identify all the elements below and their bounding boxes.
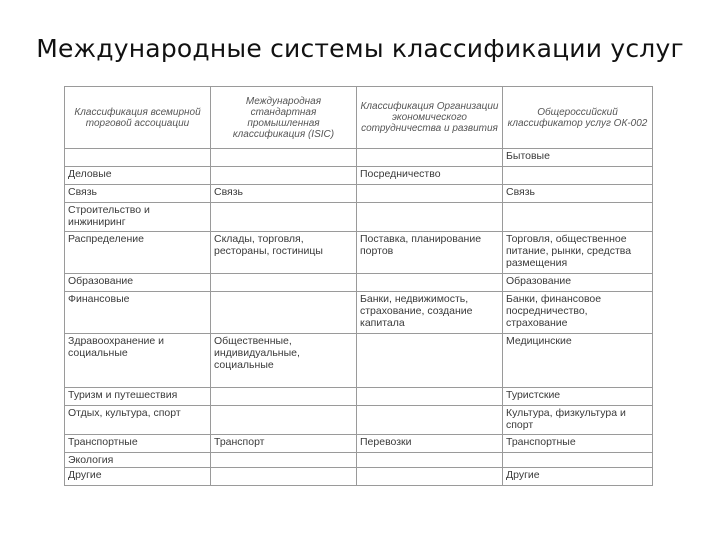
table-cell bbox=[357, 334, 503, 388]
table-cell: Другие bbox=[65, 468, 211, 486]
table-cell bbox=[211, 468, 357, 486]
table-cell: Связь bbox=[211, 185, 357, 203]
table-row bbox=[65, 185, 653, 203]
table-cell bbox=[211, 388, 357, 406]
table-row bbox=[65, 232, 653, 274]
table-row bbox=[65, 453, 653, 468]
column-header-oecd: Классификация Организации экономического сотрудничества и развития bbox=[357, 87, 503, 149]
table-cell bbox=[357, 468, 503, 486]
table-cell bbox=[357, 453, 503, 468]
table-cell: Транспортные bbox=[503, 435, 653, 453]
table-row bbox=[65, 468, 653, 486]
table-cell bbox=[357, 406, 503, 435]
table-cell: Отдых, культура, спорт bbox=[65, 406, 211, 435]
slide-title: Международные системы классификации услуг bbox=[36, 34, 684, 63]
table-cell: Бытовые bbox=[503, 149, 653, 167]
table-row bbox=[65, 203, 653, 232]
table-cell: Поставка, планирование портов bbox=[357, 232, 503, 274]
table-cell: Деловые bbox=[65, 167, 211, 185]
table-row bbox=[65, 292, 653, 334]
table-cell bbox=[503, 167, 653, 185]
table-cell bbox=[211, 406, 357, 435]
table-cell bbox=[357, 388, 503, 406]
table-row bbox=[65, 435, 653, 453]
table-cell: Торговля, общественное питание, рынки, средства размещения bbox=[503, 232, 653, 274]
table-cell: Культура, физкультура и спорт bbox=[503, 406, 653, 435]
table-cell: Транспортные bbox=[65, 435, 211, 453]
table-cell: Склады, торговля, рестораны, гостиницы bbox=[211, 232, 357, 274]
table-cell bbox=[357, 274, 503, 292]
table-cell: Туризм и путешествия bbox=[65, 388, 211, 406]
table-row bbox=[65, 149, 653, 167]
table-cell: Связь bbox=[65, 185, 211, 203]
table-cell bbox=[211, 453, 357, 468]
table-cell: Образование bbox=[65, 274, 211, 292]
table-cell: Строительство и инжиниринг bbox=[65, 203, 211, 232]
table-cell bbox=[503, 453, 653, 468]
table-cell: Посредничество bbox=[357, 167, 503, 185]
table-cell: Медицинские bbox=[503, 334, 653, 388]
table-cell: Туристские bbox=[503, 388, 653, 406]
table-cell bbox=[211, 149, 357, 167]
column-header-wto: Классификация всемирной торговой ассоциации bbox=[65, 87, 211, 149]
table-cell: Общественные, индивидуальные, социальные bbox=[211, 334, 357, 388]
classification-table bbox=[64, 86, 653, 486]
table-row bbox=[65, 167, 653, 185]
table-row bbox=[65, 274, 653, 292]
table-row bbox=[65, 388, 653, 406]
table-cell: Финансовые bbox=[65, 292, 211, 334]
table-cell bbox=[211, 203, 357, 232]
table-cell bbox=[503, 203, 653, 232]
table-cell: Распределение bbox=[65, 232, 211, 274]
table-cell bbox=[357, 149, 503, 167]
column-header-isic: Международная стандартная промышленная классификация (ISIC) bbox=[211, 87, 357, 149]
table-cell: Банки, недвижимость, страхование, создание капитала bbox=[357, 292, 503, 334]
table-row bbox=[65, 406, 653, 435]
table-cell bbox=[65, 149, 211, 167]
table-row bbox=[65, 334, 653, 388]
table-cell bbox=[211, 167, 357, 185]
table-cell: Банки, финансовое посредничество, страхование bbox=[503, 292, 653, 334]
table-cell: Связь bbox=[503, 185, 653, 203]
table-cell bbox=[357, 203, 503, 232]
column-header-ok002: Общероссийский классификатор услуг ОК-002 bbox=[503, 87, 653, 149]
table-cell: Образование bbox=[503, 274, 653, 292]
table-cell bbox=[357, 185, 503, 203]
table-header-row bbox=[65, 87, 653, 149]
table-cell: Экология bbox=[65, 453, 211, 468]
table-cell: Здравоохранение и социальные bbox=[65, 334, 211, 388]
table-cell: Транспорт bbox=[211, 435, 357, 453]
table-cell: Другие bbox=[503, 468, 653, 486]
table-cell bbox=[211, 274, 357, 292]
table-cell bbox=[211, 292, 357, 334]
table-cell: Перевозки bbox=[357, 435, 503, 453]
